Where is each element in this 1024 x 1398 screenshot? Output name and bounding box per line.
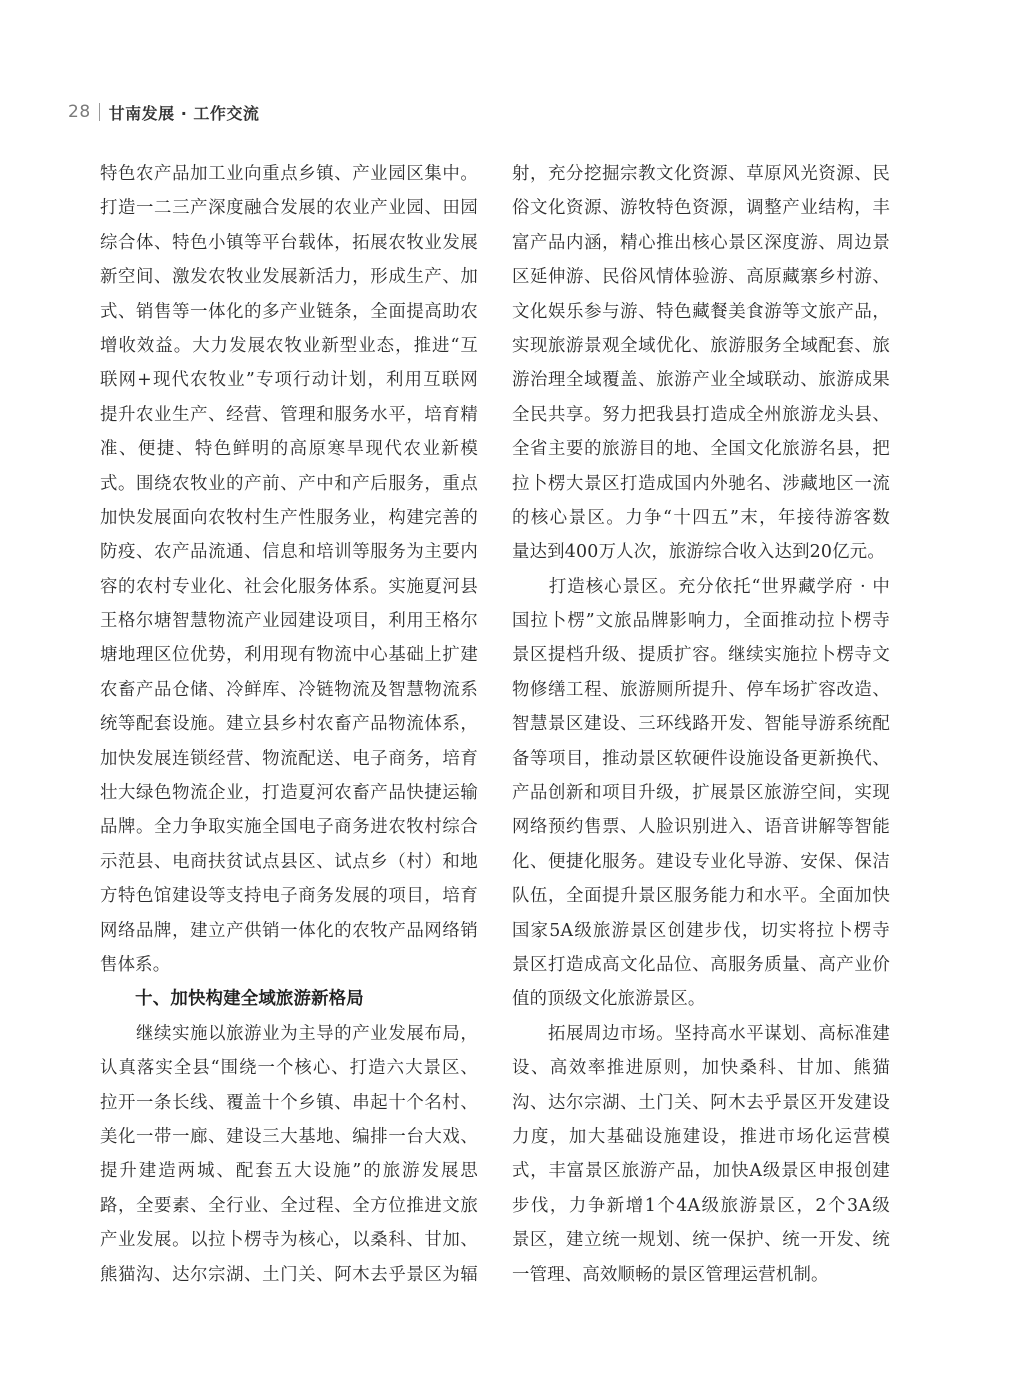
text-line: 打造核心景区。充分依托“世界藏学府 · 中 [512, 576, 890, 597]
page-number: 28 [68, 102, 91, 122]
text-line: 统等配套设施。建立县乡村农畜产品物流体系， [100, 714, 478, 735]
text-line: 新空间、激发农牧业发展新活力，形成生产、加 [100, 267, 478, 288]
text-line: 售体系。 [100, 954, 171, 975]
text-line: 文化娱乐参与游、特色藏餐美食游等文旅产品， [512, 301, 890, 322]
text-line: 容的农村专业化、社会化服务体系。实施夏河县 [100, 576, 478, 597]
text-line: 提升建造两城、配套五大设施”的旅游发展思 [100, 1161, 478, 1182]
running-header-title: 甘南发展 · 工作交流 [108, 103, 260, 123]
text-line: 打造一二三产深度融合发展的农业产业园、田园 [100, 198, 478, 219]
text-line: 化、便捷化服务。建设专业化导游、安保、保洁 [512, 851, 890, 872]
page-header [68, 96, 259, 128]
text-line: 步伐，力争新增1个4A级旅游景区，2个3A级 [512, 1195, 890, 1216]
text-line: 射，充分挖掘宗教文化资源、草原风光资源、民 [512, 164, 890, 184]
text-line: 国拉卜楞”文旅品牌影响力，全面推动拉卜楞寺 [512, 611, 890, 632]
text-line: 路，全要素、全行业、全过程、全方位推进文旅 [100, 1195, 478, 1216]
text-line: 方特色馆建设等支持电子商务发展的项目，培育 [100, 886, 478, 907]
text-line: 景区，建立统一规划、统一保护、统一开发、统 [512, 1230, 890, 1251]
right-text-column [512, 157, 890, 1292]
text-line: 壮大绿色物流企业，打造夏河农畜产品快捷运输 [100, 783, 478, 804]
header-divider [99, 103, 100, 121]
text-line: 综合体、特色小镇等平台载体，拓展农牧业发展 [100, 232, 478, 253]
text-line: 富产品内涵，精心推出核心景区深度游、周边景 [512, 232, 890, 253]
text-line: 力度，加大基础设施建设，推进市场化运营模 [512, 1126, 890, 1147]
text-line: 游治理全域覆盖、旅游产业全域联动、旅游成果 [512, 370, 890, 391]
text-line: 拉开一条长线、覆盖十个乡镇、串起十个名村、 [100, 1092, 478, 1113]
text-line: 农畜产品仓储、冷鲜库、冷链物流及智慧物流系 [100, 679, 478, 700]
text-line: 美化一带一廊、建设三大基地、编排一台大戏、 [100, 1126, 478, 1147]
text-line: 网络预约售票、人脸识别进入、语音讲解等智能 [512, 817, 890, 838]
text-line: 全省主要的旅游目的地、全国文化旅游名县，把 [512, 439, 890, 460]
text-line: 景区打造成高文化品位、高服务质量、高产业价 [512, 954, 890, 975]
text-line: 提升农业生产、经营、管理和服务水平，培育精 [100, 404, 478, 425]
text-line: 网络品牌，建立产供销一体化的农牧产品网络销 [100, 920, 478, 941]
text-line: 示范县、电商扶贫试点县区、试点乡（村）和地 [100, 851, 478, 872]
text-line: 熊猫沟、达尔宗湖、土门关、阿木去乎景区为辐 [100, 1264, 478, 1285]
text-line: 的核心景区。力争“十四五”末，年接待游客数 [512, 507, 890, 528]
text-line: 加快发展连锁经营、物流配送、电子商务，培育 [100, 748, 478, 769]
text-line: 联网+现代农牧业”专项行动计划，利用互联网 [100, 370, 478, 391]
text-line: 塘地理区位优势，利用现有物流中心基础上扩建 [100, 645, 478, 666]
text-line: 全民共享。努力把我县打造成全州旅游龙头县、 [512, 404, 890, 425]
text-line: 式。围绕农牧业的产前、产中和产后服务，重点 [100, 473, 478, 494]
text-line: 景区提档升级、提质扩容。继续实施拉卜楞寺文 [512, 645, 890, 666]
text-line: 量达到400万人次，旅游综合收入达到20亿元。 [512, 542, 885, 563]
text-line: 区延伸游、民俗风情体验游、高原藏寨乡村游、 [512, 267, 890, 288]
text-line: 式、销售等一体化的多产业链条，全面提高助农 [100, 301, 478, 322]
text-line: 准、便捷、特色鲜明的高原寒旱现代农业新模 [100, 439, 478, 460]
text-line: 拉卜楞大景区打造成国内外驰名、涉藏地区一流 [512, 473, 890, 494]
text-line: 备等项目，推动景区软硬件设施设备更新换代、 [512, 748, 890, 769]
text-line: 品牌。全力争取实施全国电子商务进农牧村综合 [100, 817, 478, 838]
text-line: 式，丰富景区旅游产品，加快A级景区申报创建 [512, 1161, 890, 1182]
text-line: 增收效益。大力发展农牧业新型业态，推进“互 [100, 335, 478, 356]
text-line: 俗文化资源、游牧特色资源，调整产业结构，丰 [512, 198, 890, 219]
text-line: 沟、达尔宗湖、土门关、阿木去乎景区开发建设 [512, 1092, 890, 1113]
text-line: 设、高效率推进原则，加快桑科、甘加、熊猫 [512, 1058, 890, 1079]
text-line: 王格尔塘智慧物流产业园建设项目，利用王格尔 [100, 611, 478, 632]
text-line: 值的顶级文化旅游景区。 [512, 989, 706, 1010]
text-line: 特色农产品加工业向重点乡镇、产业园区集中。 [100, 164, 478, 184]
text-line: 拓展周边市场。坚持高水平谋划、高标准建 [512, 1023, 890, 1044]
text-line: 智慧景区建设、三环线路开发、智能导游系统配 [512, 714, 890, 735]
text-line: 产业发展。以拉卜楞寺为核心，以桑科、甘加、 [100, 1230, 478, 1251]
text-line: 认真落实全县“围绕一个核心、打造六大景区、 [100, 1058, 478, 1079]
text-line: 一管理、高效顺畅的景区管理运营机制。 [512, 1264, 829, 1285]
text-line: 继续实施以旅游业为主导的产业发展布局， [100, 1023, 478, 1044]
text-line: 加快发展面向农牧村生产性服务业，构建完善的 [100, 507, 478, 528]
text-line: 产品创新和项目升级，扩展景区旅游空间，实现 [512, 783, 890, 804]
text-line: 实现旅游景观全域优化、旅游服务全域配套、旅 [512, 335, 890, 356]
text-line: 队伍，全面提升景区服务能力和水平。全面加快 [512, 886, 890, 907]
text-line: 国家5A级旅游景区创建步伐，切实将拉卜楞寺 [512, 920, 890, 941]
text-line: 防疫、农产品流通、信息和培训等服务为主要内 [100, 542, 478, 563]
left-text-column [100, 157, 478, 1292]
section-heading: 十、加快构建全域旅游新格局 [100, 989, 364, 1010]
text-line: 物修缮工程、旅游厕所提升、停车场扩容改造、 [512, 679, 890, 700]
